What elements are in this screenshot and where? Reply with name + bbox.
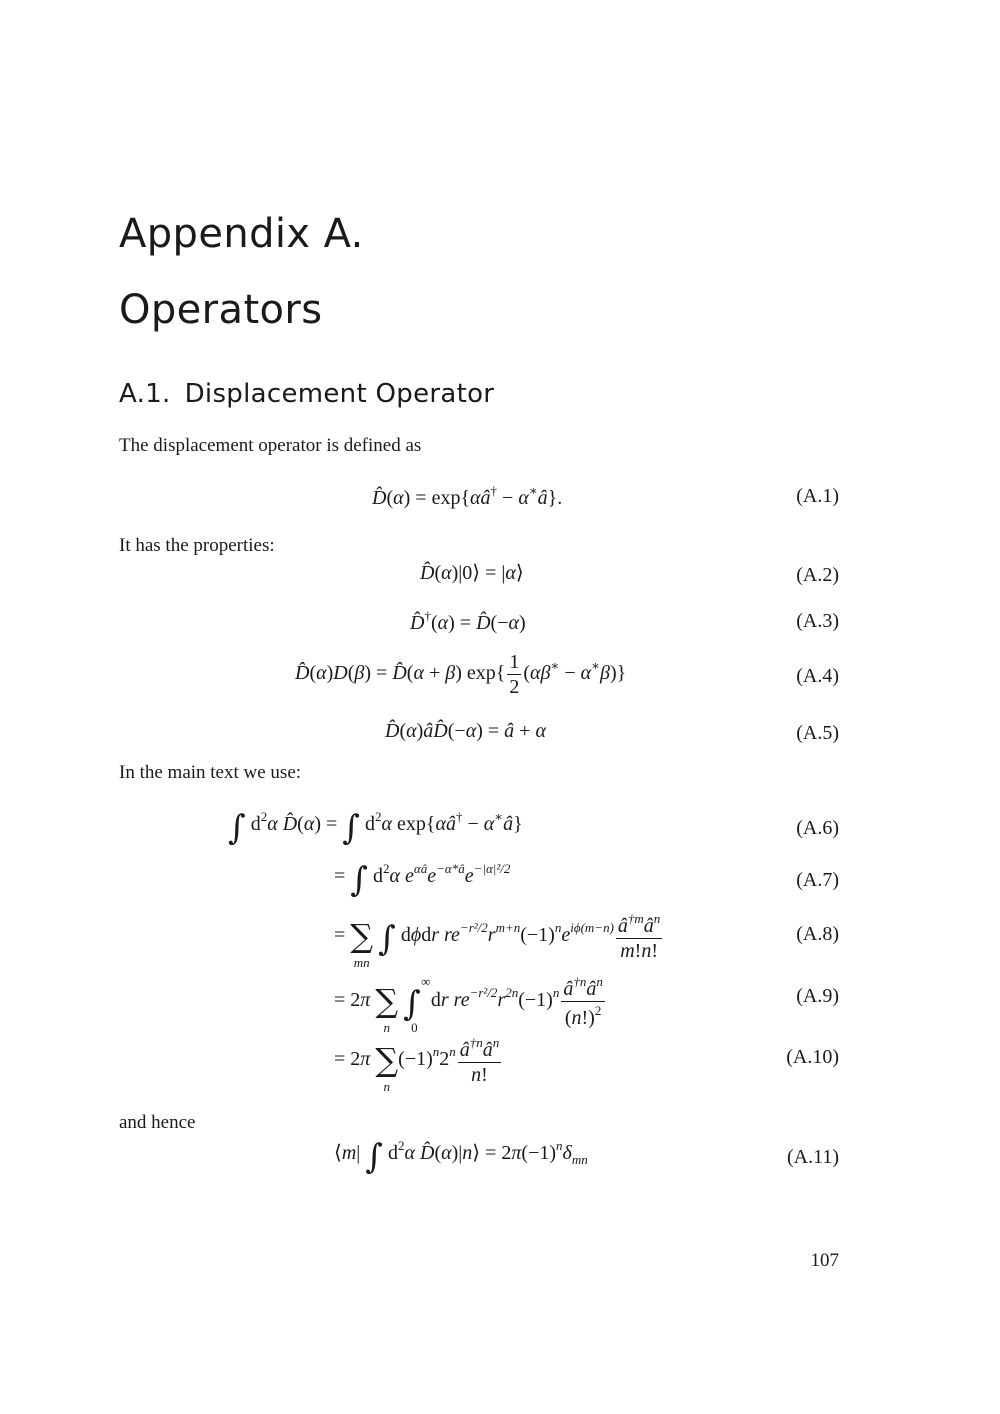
paragraph-main-text: In the main text we use: xyxy=(119,762,302,783)
equation-a11: ⟨m| ∫ $d^2\alpha$ D̂(α)|n⟩ = $2\pi(-1)^n\delta_{mn}$ xyxy=(334,1137,588,1177)
section-title: Displacement Operator xyxy=(184,379,495,409)
chapter-label: Appendix A. xyxy=(119,211,364,257)
equation-number: (A.4) xyxy=(796,665,839,687)
equation-number: (A.11) xyxy=(786,1146,839,1168)
paragraph-and-hence: and hence xyxy=(119,1112,196,1133)
equation-a5: D̂(α)âD̂(−α) = â + α xyxy=(385,720,546,742)
equation-a3: D̂†(α) = D̂(−α) xyxy=(410,608,526,634)
equation-a7: = ∫ $d^2\alpha$ $e^{\alpha â}e^{-\alpha*â}e^{-|\alpha|^2/2}$ xyxy=(334,860,511,900)
equation-number: (A.7) xyxy=(796,869,839,891)
section-number: A.1. xyxy=(119,379,171,409)
equation-number: (A.1) xyxy=(796,485,839,507)
equation-a10: = 2π ∑ n $(-1)^n2^n$ $\frac{â^{\dagger n}â^n}{n!}$ xyxy=(334,1035,500,1095)
equation-number: (A.2) xyxy=(796,564,839,586)
equation-a8: = ∑ mn ∫ dϕdr $re^{-r^2/2}r^{m+n}(-1)^ne^{i\phi(m-n)}$ $\frac{â^{\dagger m}â^n}{m!n!}$ xyxy=(334,911,661,971)
equation-number: (A.9) xyxy=(796,985,839,1007)
equation-a2: D̂(α)|0⟩ = |α⟩ xyxy=(420,562,524,584)
equation-a1: D̂(α) = exp{αâ† − α∗â}. xyxy=(372,483,563,509)
paragraph-properties: It has the properties: xyxy=(119,535,275,556)
equation-number: (A.3) xyxy=(796,610,839,632)
page-number: 107 xyxy=(810,1250,839,1271)
equation-a9: = 2π ∑ n ∫ ∞ 0 dr $re^{-r^2/2}r^{2n}(-1)^n$ $\frac{â^{\dagger n}â^n}{(n!)^2}$ xyxy=(334,974,603,1036)
equation-a6: ∫ $d^2\alpha$ D̂(α) = ∫ $d^2\alpha$ exp{αâ† − α∗â} xyxy=(228,808,523,848)
paragraph-intro: The displacement operator is defined as xyxy=(119,435,422,456)
equation-a4: D̂(α)D(β) = D̂(α + β) exp{ $\frac{1}{2}$ (αβ∗ − α∗β)} xyxy=(295,651,627,698)
equation-number: (A.5) xyxy=(796,722,839,744)
chapter-title: Operators xyxy=(119,287,323,333)
section-heading xyxy=(119,381,494,407)
equation-number: (A.6) xyxy=(796,817,839,839)
equation-number: (A.8) xyxy=(796,923,839,945)
equation-number: (A.10) xyxy=(786,1046,839,1068)
